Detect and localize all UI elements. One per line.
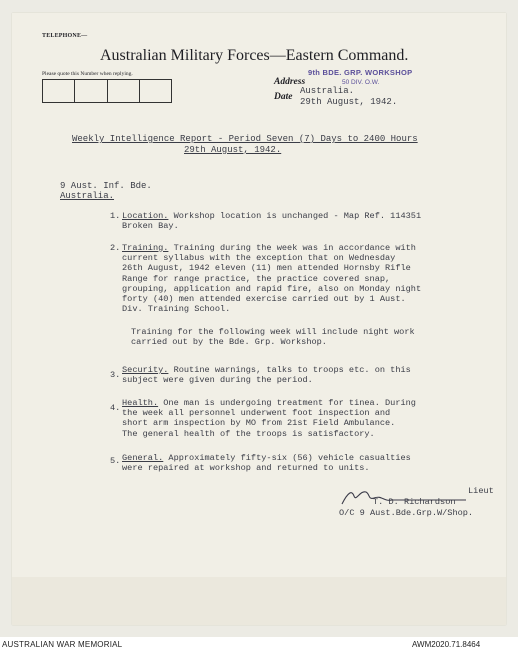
signature-name: T. D. Richardson — [373, 497, 456, 507]
item-heading: General. — [122, 453, 164, 463]
signature-rank: Lieut — [468, 486, 494, 496]
report-title-line2: 29th August, 1942. — [184, 145, 282, 155]
telephone-label: TELEPHONE— — [42, 33, 88, 39]
reference-cell — [75, 80, 107, 102]
footer-credit: AUSTRALIAN WAR MEMORIAL — [2, 640, 123, 649]
item-security — [122, 365, 411, 385]
item-heading: Training. — [122, 243, 169, 253]
letterhead-title: Australian Military Forces—Eastern Command. — [100, 47, 409, 64]
report-title-line1: Weekly Intelligence Report - Period Seven (7) Days to 2400 Hours — [72, 134, 418, 144]
workshop-stamp-line2: 50 DIV. O.W. — [342, 79, 380, 86]
item-training — [122, 243, 421, 314]
item-number: 4. — [110, 403, 121, 413]
item-health — [122, 398, 416, 439]
item-location — [122, 211, 421, 231]
recipient-unit: 9 Aust. Inf. Bde. — [60, 181, 152, 191]
item-text: Training during the week was in accordance with current syllabus with the exception that on Wednesday 26th August, 1942 eleven (11) men attended Hornsby Rifle Range for range practice, the practice covered snap, grouping, application and rapid fire, also on Monday night forty (40) men attended exercise carried out by 1 Aust. Div. Training School. — [122, 243, 422, 315]
item-number: 1. — [110, 211, 121, 221]
reference-cell — [43, 80, 75, 102]
page-shade — [12, 577, 506, 625]
recipient-location: Australia. — [60, 191, 115, 201]
item-general — [122, 453, 411, 473]
reference-cell — [140, 80, 171, 102]
reference-cell — [108, 80, 140, 102]
item-text: One man is undergoing treatment for tinea. During the week all personnel underwent foot inspection and short arm inspection by MO from 21st Field Ambulance. The general health of the troops is satisfactory. — [122, 398, 416, 439]
item-number: 3. — [110, 370, 121, 380]
address-label: Address — [274, 77, 306, 87]
document-page — [12, 13, 506, 625]
workshop-stamp-line1: 9th BDE. GRP. WORKSHOP — [308, 68, 413, 77]
item-training-extra: Training for the following week will include night work carried out by the Bde. Grp. Workshop. — [131, 327, 415, 348]
address-value: Australia. — [300, 86, 355, 96]
quote-number-label: Please quote this Number when replying. — [42, 71, 133, 77]
item-heading: Security. — [122, 365, 169, 375]
signature-title: O/C 9 Aust.Bde.Grp.W/Shop. — [339, 508, 474, 518]
date-label: Date — [274, 92, 293, 102]
item-number: 5. — [110, 456, 121, 466]
item-text: Routine warnings, talks to troops etc. on this subject were given during the period. — [122, 365, 411, 386]
item-heading: Location. — [122, 211, 169, 221]
item-text: Workshop location is unchanged - Map Ref. 114351 Broken Bay. — [122, 211, 422, 232]
item-number: 2. — [110, 243, 121, 253]
footer-accession-number: AWM2020.71.8464 — [412, 640, 481, 649]
date-value: 29th August, 1942. — [300, 97, 398, 107]
reference-number-box — [42, 79, 172, 103]
item-heading: Health. — [122, 398, 159, 408]
item-text: Approximately fifty-six (56) vehicle casualties were repaired at workshop and returned to units. — [122, 453, 411, 474]
